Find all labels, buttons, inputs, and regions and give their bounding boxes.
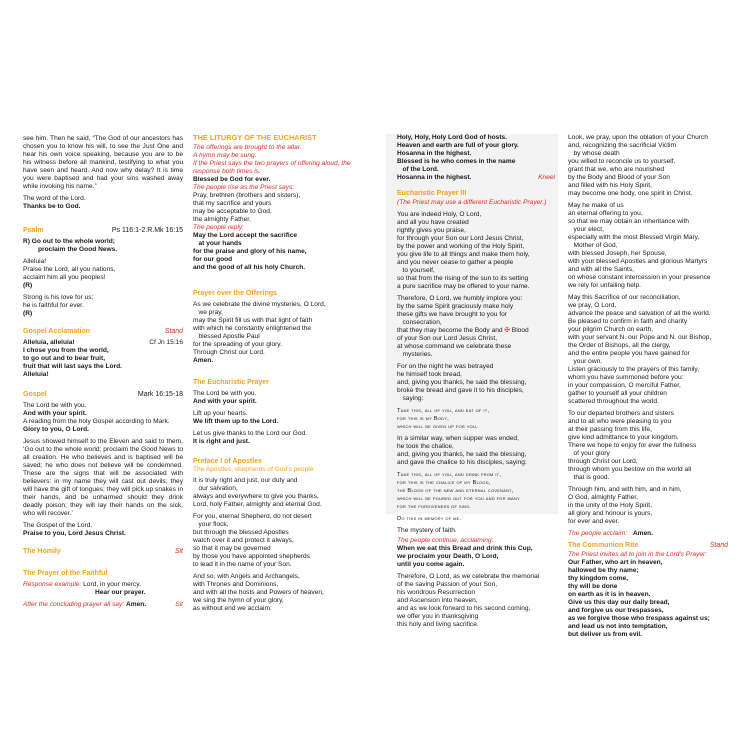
ep3-title: Eucharistic Prayer III — [397, 190, 467, 197]
c4-p3: May this Sacrifice of our reconciliation, we pray, O Lord, advance the peace and salvation of all the world. Be pleased to confirm in faith and charity your pilgrim Church on earth, with your servant N. our Pope and N. our Bishop, the Order of Bishops, all the clergy, and the entire people you have gained for your own. Listen graciously to the prayers of this family, whom you have summoned before you: in your compassion, O merciful Father, gather to yourself all your children scattered throughout the world. — [568, 294, 712, 405]
hosanna-row — [397, 174, 555, 182]
pf-after-row — [23, 601, 183, 609]
po-text: As we celebrate the divine mysteries, O Lord, we pray, may the Spirit fill us with that light of faith with which he constantly enlightened the blessed Apostle Paul for the spreading of your glory. Through Christ our Lord. — [193, 301, 326, 356]
ep-line-3: Lift up your hearts. — [193, 410, 248, 417]
preface-3: And so, with Angels and Archangels, with Thrones and Dominions, and with all the hosts and Powers of heaven, we sing the hymn of your glory, as without end we acclaim: — [193, 573, 324, 612]
ep-line-4: We lift them up to the Lord. — [193, 418, 279, 425]
blessed-response: Blessed be God for ever. — [193, 176, 271, 183]
reply-rubric: The people reply: — [193, 224, 244, 231]
ep3-note: (The Priest may use a different Eucharistic Prayer.) — [397, 199, 547, 206]
ep3-p4: In a similar way, when supper was ended, he took the chalice, and, giving you thanks, he said the blessing, and gave the chalice to his disciples, saying: — [397, 435, 527, 466]
pf-sit: Sit — [175, 601, 183, 608]
acclaim-rubric-2: The people acclaim: — [568, 530, 628, 537]
gospel-end-1: The Gospel of the Lord. — [23, 522, 93, 529]
kneel: Kneel — [538, 174, 555, 181]
pf-response-2: Hear our prayer. — [95, 589, 146, 596]
c4-p5: Through him, and with him, and in him, O God, almighty Father, in the unity of the Holy Spirit, all glory and honour is yours, for ever and ever. — [568, 486, 682, 525]
column-1 — [23, 135, 183, 609]
preface-1: It is truly right and just, our duty and our salvation, always and everywhere to give you thanks, Lord, holy Father, almighty and eternal God. — [193, 477, 322, 508]
po-title: Prayer over the Offerings — [193, 290, 278, 297]
homily-heading — [23, 548, 183, 556]
ep3-p2 — [397, 295, 555, 359]
gospel-dialogue-1: The Lord be with you. — [23, 402, 87, 409]
mystery-of-faith: The mystery of faith. — [397, 527, 457, 534]
pf-response: Lord, in your mercy. — [83, 581, 141, 588]
holy-holy: Holy, Holy, Holy Lord God of hosts. Heaven and earth are full of your glory. Hosanna in the highest. Blessed is he who comes in the name of the Lord. — [397, 134, 519, 173]
memorial-acclamation: When we eat this Bread and drink this Cup, we proclaim your Death, O Lord, until you come again. — [397, 545, 533, 568]
lords-prayer: Our Father, who art in heaven, hallowed be thy name; thy kingdom come, thy will be done on earth as it is in heaven. Give us this day our daily bread, and forgive us our trespasses, as we forgive those who trespass against us; and lead us not into temptation, but deliver us from evil. — [568, 559, 710, 638]
preface-title: Preface I of Apostles — [193, 458, 262, 465]
c4-p1: Look, we pray, upon the oblation of your Church and, recognizing the sacrificial Victim by whose death you willed to reconcile us to yourself, grant that we, who are nourished by the Body and Blood of your Son and filled with his Holy Spirit, may become one body, one spirit in Christ. — [568, 134, 708, 197]
pf-response-label: Response example: — [23, 581, 82, 588]
c4-p2: May he make of us an eternal offering to you, so that we may obtain an inheritance with your elect, especially with the most Blessed Virgin Mary, Mother of God, with blessed Joseph, her Spouse, with your blessed Apostles and glorious Martyrs and with all the Saints, on whose constant intercession in your presence we rely for unfailing help. — [568, 202, 711, 289]
offerings-rubric: The offerings are brought to the altar. A hymn may be sung. If the Priest says the two prayers of offering aloud, the response both times is: — [193, 144, 351, 175]
ep-title: The Eucharistic Prayer — [193, 379, 269, 386]
ep3-p6: Therefore, O Lord, as we celebrate the memorial of the saving Passion of your Son, his wondrous Resurrection and Ascension into heaven, and as we look forward to his second coming, we offer you in thanksgiving this holy and living sacrifice. — [397, 573, 540, 628]
ep-line-2: And with your spirit. — [193, 398, 257, 405]
consecration-bread: Take this, all of you, and eat of it, for this is my Body, which will be given up for you. — [397, 408, 490, 430]
gospel-dialogue-2: And with your spirit. — [23, 410, 87, 417]
eucharistic-prayer-heading — [193, 379, 356, 387]
cr-title: The Communion Rite — [568, 542, 639, 549]
preface-heading — [193, 458, 356, 466]
ep3-p3: For on the night he was betrayed he himself took bread, and, giving you thanks, he said the blessing, broke the bread and gave it to his disciples, saying: — [397, 363, 527, 402]
ga-alleluia: Alleluia, alleluia! — [23, 339, 75, 346]
homily-title: The Homily — [23, 548, 61, 555]
ep-line-6: It is right and just. — [193, 438, 250, 445]
consecration-wine: Take this, all of you, and drink from it, for this is the chalice of my Blood, the Blood of the new and eternal covenant, which will be poured out for you and for many for the forgiveness of sins. — [397, 472, 520, 510]
pf-response-line — [23, 581, 183, 589]
acclaim-amen: Amen. — [632, 530, 654, 537]
do-this: Do this in memory of me. — [397, 516, 462, 522]
ga-text: I chose you from the world, to go out and to bear fruit, fruit that will last says the Lord. Alleluia! — [23, 347, 122, 378]
ep3-p2a: Therefore, O Lord, we humbly implore you: by the same Spirit graciously make holy these gifts we have brought to you for consecration, that they may become the Body and — [397, 295, 523, 334]
lords-prayer-rubric: The Priest invites all to join in the Lord's Prayer: — [568, 551, 708, 558]
ga-row — [23, 339, 183, 347]
c4-p4: To our departed brothers and sisters and to all who were pleasing to you at their passing from this life, give kind admittance to your kingdom. There we hope to enjoy for ever the fullness of your glory through Christ our Lord, through whom you bestow on the world all that is good. — [568, 410, 697, 481]
acclaim-amen-line — [568, 530, 728, 538]
cr-stand: Stand — [709, 542, 728, 549]
preface-subtitle: The Apostles, shepherds of God's people — [193, 466, 314, 473]
psalm-verse-1: Alleluia! Praise the Lord, all you nations, acclaim him all you peoples! — [23, 258, 116, 281]
column-4 — [568, 134, 728, 643]
gospel-dialogue-3: A reading from the holy Gospel according to Mark. — [23, 418, 170, 425]
po-amen: Amen. — [193, 357, 214, 364]
preface-2: For you, eternal Shepherd, do not desert your flock, but through the blessed Apostles watch over it and protect it always, so that it may be governed by those you have appointed shepherds to lead it in the name of your Son. — [193, 513, 312, 568]
prayer-offerings-heading — [193, 290, 356, 298]
reading-end-text: see him. Then he said, “The God of our ancestors has chosen you to know his will, to see the Just One and hear his own voice speaking, because you are to be his witness before all mankind, testifying to what you have seen and heard. And now why delay? It is time you were baptised and had your sins washed away while invoking his name.” — [23, 135, 183, 190]
gospel-ref: Mark 16:15-18 — [137, 391, 183, 398]
thanks-line: Thanks be to God. — [23, 203, 81, 210]
acclaim-rubric: The people continue, acclaiming: — [397, 537, 494, 544]
pf-after: After the concluding prayer all say: — [23, 601, 125, 608]
psalm-heading — [23, 227, 183, 235]
word-line: The word of the Lord. — [23, 195, 86, 202]
psalm-title: Psalm — [23, 227, 44, 234]
ep3-p2b: Blood of your Son our Lord Jesus Christ, at whose command we celebrate these mysteries. — [397, 327, 529, 358]
communion-rite-heading — [568, 542, 728, 550]
eucharist-title: THE LITURGY OF THE EUCHARIST — [193, 133, 317, 142]
psalm-verse-1-r: (R) — [23, 282, 33, 289]
ep-line-5: Let us give thanks to the Lord our God. — [193, 430, 307, 437]
psalm-response: R) Go out to the whole world; — [23, 238, 115, 245]
pray-brethren: Pray, brethren (brothers and sisters), that my sacrifice and yours may be acceptable to God, the almighty Father. — [193, 192, 301, 223]
ga-stand: Stand — [164, 328, 183, 335]
psalm-ref: Ps 116:1-2.R.Mk 16:15 — [111, 227, 183, 234]
ep3-p1: You are indeed Holy, O Lord, and all you have created rightly gives you praise, for through your Son our Lord Jesus Christ, by the power and working of the Holy Spirit, you give life to all things and make them holy, and you never cease to gather a people to yourself, so that from the rising of the sun to its setting a pure sacrifice may be offered to your name. — [397, 211, 530, 290]
column-2 — [193, 134, 356, 617]
pf-title: The Prayer of the Faithful — [23, 570, 108, 577]
prayer-faithful-heading — [23, 570, 183, 578]
column-3 — [397, 134, 555, 633]
psalm-verse-2: Strong is his love for us; he is faithful for ever. — [23, 294, 94, 309]
may-the-lord-accept: May the Lord accept the sacrifice at your hands for the praise and glory of his name, for our good and the good of all his holy Church. — [193, 232, 307, 271]
gospel-heading — [23, 391, 183, 399]
gospel-text: Jesus showed himself to the Eleven and said to them, ‘Go out to the whole world; proclaim the Good News to all creation. He who believes and is baptised will be saved; he who does not believe will be condemned. These are the signs that will be associated with believers: in my name they will cast out devils; they will have the gift of tongues; they will pick up snakes in their hands, and be unharmed should they drink deadly poison; they will lay their hands on the sick, who will recover.’ — [23, 438, 183, 517]
gospel-title: Gospel — [23, 391, 47, 398]
ga-title: Gospel Acclamation — [23, 328, 91, 335]
ga-ref: Cf Jn 15:16 — [149, 339, 183, 346]
homily-sit: Sit — [174, 548, 183, 555]
ep-line-1: The Lord be with you. — [193, 390, 257, 397]
psalm-response-2: proclaim the Good News. — [38, 246, 118, 253]
gospel-end-2: Praise to you, Lord Jesus Christ. — [23, 530, 126, 537]
gospel-acclamation-heading — [23, 328, 183, 336]
hosanna: Hosanna in the highest. — [397, 174, 472, 181]
cross-icon: ✠ — [504, 327, 510, 334]
pf-amen: Amen. — [126, 601, 147, 608]
psalm-verse-2-r: (R) — [23, 310, 33, 317]
ep3-heading — [397, 190, 555, 198]
rise-rubric: The people rise as the Priest says: — [193, 184, 295, 191]
gospel-dialogue-4: Glory to you, O Lord. — [23, 426, 89, 433]
